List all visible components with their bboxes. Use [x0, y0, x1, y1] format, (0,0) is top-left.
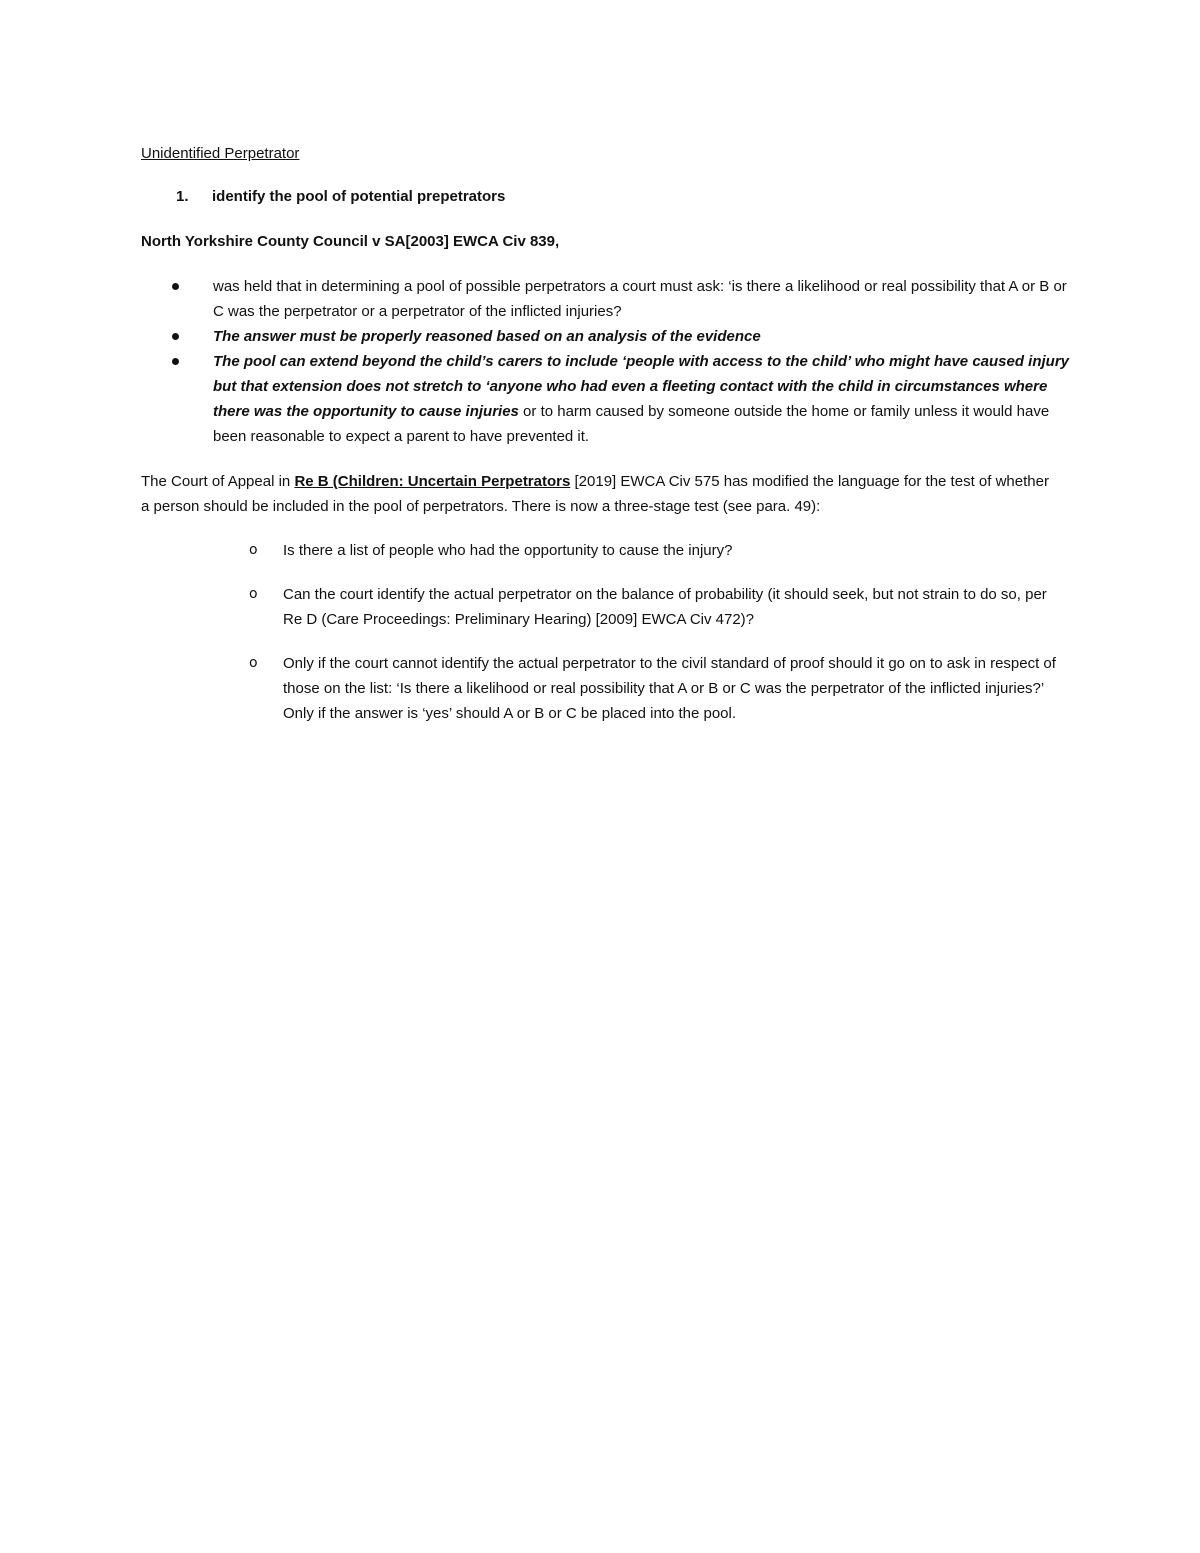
bullet-dot-icon: [172, 358, 179, 365]
circle-bullet-icon: o: [249, 542, 258, 558]
sub-list: [249, 538, 1069, 745]
case-reference: Re B (Children: Uncertain Perpetrators: [294, 473, 571, 490]
bullet-item: [170, 324, 1070, 349]
paragraph-suffix: [2019] EWCA Civ 575 has modified the language for the test of whether a person should be included in the pool of perpetrators. There is now a three-stage test (see para. 49):: [141, 473, 1049, 515]
bullet-item: [170, 274, 1070, 324]
bullet-dot-icon: [172, 333, 179, 340]
case-heading: North Yorkshire County Council v SA[2003] EWCA Civ 839,: [141, 233, 560, 250]
item-text: identify the pool of potential prepetrators: [212, 188, 506, 205]
sub-item-text: Can the court identify the actual perpetrator on the balance of probability (it should seek, but not strain to do so, per Re D (Care Proceedings: Preliminary Hearing) [2009] EWCA Civ 472)?: [283, 586, 1047, 628]
sub-item-text: Is there a list of people who had the opportunity to cause the injury?: [283, 542, 733, 559]
sub-list-item: [249, 651, 1069, 726]
circle-bullet-icon: o: [249, 586, 258, 602]
item-number: 1.: [176, 188, 189, 205]
sub-item-text: Only if the court cannot identify the actual perpetrator to the civil standard of proof should it go on to ask in respect of those on the list: ‘Is there a likelihood or real possibility that A or B or C was the perpetrator of the inflicted injuries?’ Only if the answer is ‘yes’ should A or B or C be placed into the pool.: [283, 655, 1056, 722]
sub-list-item: [249, 582, 1069, 632]
body-paragraph: [141, 469, 1061, 519]
bullet-text: or to harm caused by someone outside the home or family unless it would have been reasonable to expect a parent to have prevented it.: [213, 403, 1050, 445]
bullet-text: was held that in determining a pool of possible perpetrators a court must ask: ‘is there a likelihood or real possibility that A or B or C was the perpetrator or a perpetrator of the inflicted injuries?: [213, 278, 1067, 320]
bullet-list: [170, 274, 1070, 449]
bullet-dot-icon: [172, 283, 179, 290]
bullet-item: [170, 349, 1070, 449]
bullet-emphasis-text: The pool can extend beyond the child’s carers to include ‘people with access to the child’ who might have caused injury but that extension does not stretch to ‘anyone who had even a fleeting contact with the child in circumstances where there was the opportunity to cause injuries: [213, 353, 1070, 420]
paragraph-prefix: The Court of Appeal in: [141, 473, 295, 490]
document-title: Unidentified Perpetrator: [141, 145, 300, 162]
circle-bullet-icon: o: [249, 655, 258, 671]
bullet-text: The answer must be properly reasoned based on an analysis of the evidence: [213, 328, 761, 345]
sub-list-item: [249, 538, 1069, 563]
